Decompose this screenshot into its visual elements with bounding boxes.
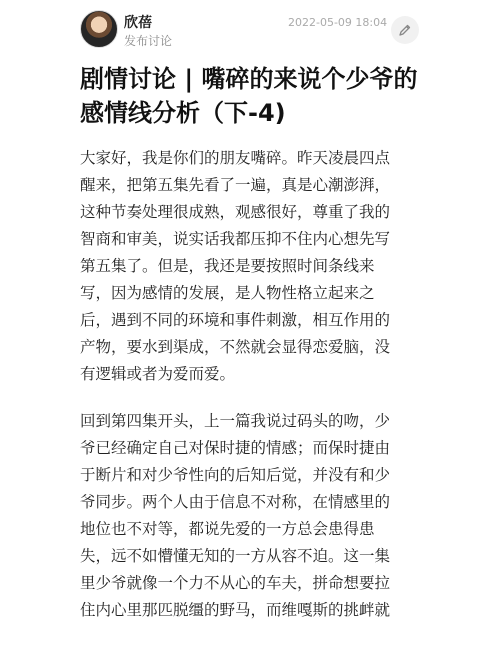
text-line: 产物，要水到渠成，不然就会显得恋爱脑，没: [80, 338, 391, 356]
text-line: 失，远不如懵懂无知的一方从容不迫。这一集: [80, 547, 391, 565]
text-line: 回到第四集开头，上一篇我说过码头的吻，少: [80, 412, 391, 430]
edit-button[interactable]: [391, 16, 419, 44]
text-line: 写，因为感情的发展，是人物性格立起来之: [80, 284, 375, 302]
text-line: 后，遇到不同的环境和事件刺激，相互作用的: [80, 311, 391, 329]
post-header: [0, 0, 500, 58]
text-line: 住内心里那匹脱缰的野马，而维嘎斯的挑衅就: [80, 601, 391, 619]
article-body: [80, 145, 426, 624]
text-line: 于断片和对少爷性向的后知后觉，并没有和少: [80, 466, 391, 484]
pencil-icon: [398, 23, 412, 37]
post-timestamp: 2022-05-09 18:04: [288, 16, 388, 29]
avatar[interactable]: [80, 10, 118, 48]
text-line: 地位也不对等，都说先爱的一方总会患得患: [80, 520, 375, 538]
paragraph-2: [80, 408, 426, 624]
text-line: 智商和审美，说实话我都压抑不住内心想先写: [80, 230, 391, 248]
text-line: 第五集了。但是，我还是要按照时间条线来: [80, 257, 375, 275]
text-line: 里少爷就像一个力不从心的车夫，拼命想要拉: [80, 574, 391, 592]
title-line: 剧情讨论 | 嘴碎的来说个少爷的: [80, 65, 418, 93]
post-title: [80, 62, 430, 130]
text-line: 爷同步。两个人由于信息不对称，在情感里的: [80, 493, 391, 511]
text-line: 醒来，把第五集先看了一遍，真是心潮澎湃，: [80, 176, 391, 194]
text-line: 这种节奏处理很成熟，观感很好，尊重了我的: [80, 203, 391, 221]
paragraph-1: [80, 145, 426, 388]
post-category: 发布讨论: [124, 34, 173, 48]
author-name[interactable]: 欣蓓: [124, 15, 152, 31]
text-line: 大家好，我是你们的朋友嘴碎。昨天凌晨四点: [80, 149, 391, 167]
text-line: 有逻辑或者为爱而爱。: [80, 365, 236, 383]
title-line: 感情线分析（下-4): [80, 99, 286, 127]
text-line: 爷已经确定自己对保时捷的情感；而保时捷由: [80, 439, 391, 457]
